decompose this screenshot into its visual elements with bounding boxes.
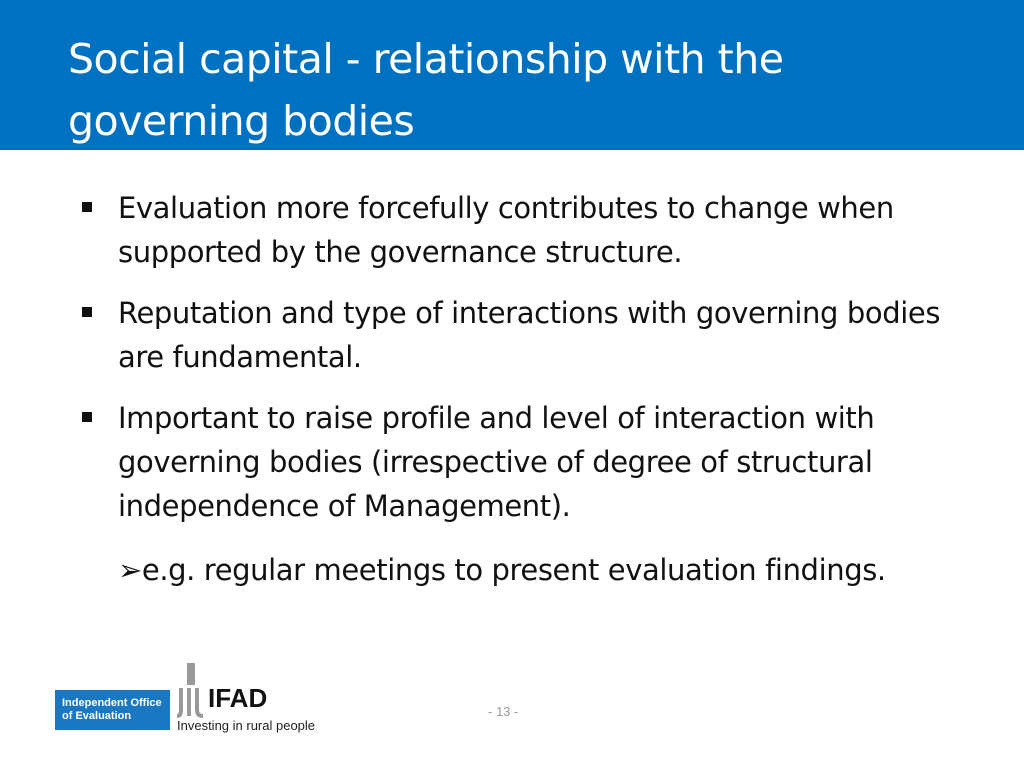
bullet-item — [78, 291, 978, 379]
arrow-bullet-icon: ➢ — [118, 553, 142, 587]
bullet-item — [78, 186, 978, 274]
page-number: - 13 - — [488, 704, 519, 719]
slide-title: Social capital - relationship with the governing bodies — [68, 35, 784, 145]
ioe-logo: Independent Office of Evaluation — [55, 690, 170, 730]
sub-bullet — [118, 548, 886, 592]
square-bullet-icon — [82, 412, 92, 422]
title-bar — [0, 0, 1024, 150]
ifad-tagline: Investing in rural people — [177, 718, 316, 733]
bullet-text: Important to raise profile and level of interaction with governing bodies (irrespective of degree of structural independence of Management). — [118, 401, 875, 523]
bullet-list — [78, 186, 978, 545]
bullet-item — [78, 396, 978, 528]
ifad-logo-text: IFAD — [208, 683, 268, 713]
sub-bullet-text: e.g. regular meetings to present evaluation findings. — [141, 553, 886, 587]
bullet-text: Reputation and type of interactions with governing bodies are fundamental. — [118, 296, 941, 374]
square-bullet-icon — [82, 307, 92, 317]
square-bullet-icon — [82, 202, 92, 212]
bullet-text: Evaluation more forcefully contributes to change when supported by the governance structure. — [118, 191, 894, 269]
